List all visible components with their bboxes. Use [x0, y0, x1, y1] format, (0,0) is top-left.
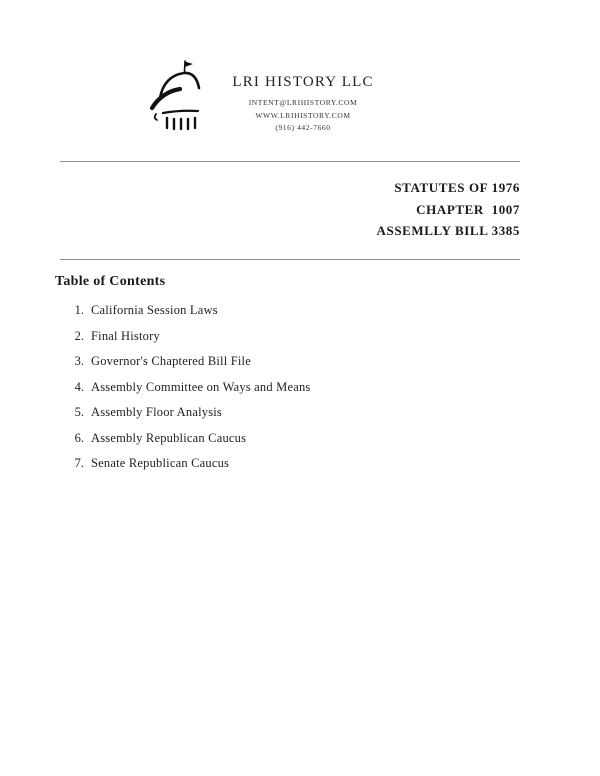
- statutes-line: STATUTES OF 1976: [394, 180, 520, 195]
- assembly-bill-line: ASSEMLLY BILL 3385: [376, 223, 520, 238]
- letterhead: [218, 74, 388, 135]
- toc-item-number: 4.: [74, 379, 84, 394]
- toc-item-label: Assembly Republican Caucus: [91, 430, 247, 445]
- toc-item: [68, 329, 310, 355]
- toc-list: [68, 303, 310, 482]
- toc-item-label: Final History: [91, 328, 160, 343]
- toc-item: [68, 380, 310, 406]
- company-phone: (916) 442-7660: [275, 123, 331, 132]
- toc-item: [68, 431, 310, 457]
- company-email: INTENT@LRIHISTORY.COM: [248, 98, 358, 107]
- toc-item-label: Governor's Chaptered Bill File: [91, 354, 251, 368]
- document-reference: [377, 177, 521, 242]
- company-name: LRI HISTORY LLC: [232, 74, 374, 90]
- toc-item-number: 6.: [74, 430, 84, 445]
- toc-item: [68, 354, 310, 380]
- toc-item-label: California Session Laws: [91, 303, 218, 317]
- toc-item: [68, 303, 310, 329]
- toc-item-number: 2.: [74, 328, 84, 343]
- toc-item-label: Senate Republican Caucus: [91, 456, 230, 470]
- divider-bottom: [60, 259, 520, 260]
- toc-title: Table of Contents: [55, 274, 166, 289]
- toc-item-number: 5.: [74, 405, 84, 419]
- toc-item-number: 1.: [74, 303, 84, 317]
- chapter-line: CHAPTER 1007: [416, 201, 520, 217]
- toc-item-label: Assembly Committee on Ways and Means: [91, 379, 311, 394]
- capitol-logo-icon: [146, 58, 208, 140]
- toc-item: [68, 405, 310, 431]
- company-website: WWW.LRIHISTORY.COM: [255, 110, 351, 120]
- toc-item: [68, 456, 310, 482]
- divider-top: [60, 161, 520, 162]
- toc-item-label: Assembly Floor Analysis: [91, 405, 222, 419]
- toc-item-number: 3.: [74, 354, 84, 368]
- toc-item-number: 7.: [74, 456, 84, 470]
